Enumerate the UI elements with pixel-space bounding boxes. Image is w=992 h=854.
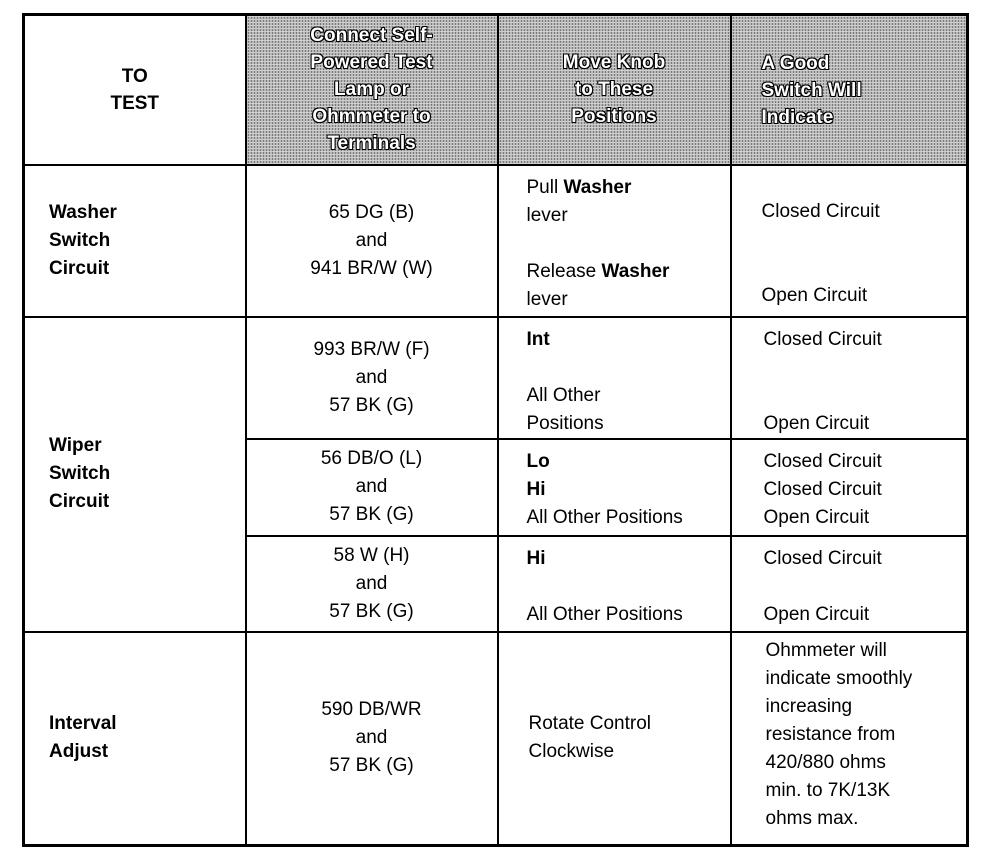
interval-test-label [24, 632, 246, 846]
indication-line: ohms max. [765, 807, 859, 829]
terminal-line: 590 DB/WR [321, 699, 422, 721]
header-indicate [731, 15, 968, 165]
switch-test-table [22, 13, 969, 847]
position-line: lever [526, 204, 568, 226]
indication-line: Closed Circuit [763, 450, 882, 472]
header-text: Ohmmeter to [312, 106, 431, 128]
terminal-line: 57 BK (G) [329, 504, 414, 525]
wiper-test-label [24, 317, 246, 632]
terminal-line: and [355, 366, 388, 388]
header-text: Move Knob [562, 52, 666, 74]
terminal-line: and [355, 727, 388, 749]
indication-line: resistance from [765, 723, 896, 745]
header-text: TEST [110, 92, 160, 114]
wiper-3-positions [498, 536, 731, 632]
interval-row [24, 632, 968, 846]
indication-line: Closed Circuit [761, 200, 880, 222]
position-line: All Other [526, 384, 601, 406]
header-text: to These [574, 79, 654, 101]
position-bold: Washer [563, 176, 632, 198]
header-text: Powered Test [310, 52, 433, 74]
position-line [527, 174, 724, 202]
header-text: Lamp or [334, 79, 409, 101]
position-text: Release [526, 260, 602, 282]
header-text: Terminals [327, 133, 416, 155]
header-text: Connect Self- [310, 25, 433, 47]
test-label-line: Adjust [49, 741, 109, 763]
position-text: Pull [526, 176, 564, 198]
washer-row [24, 165, 968, 317]
position-line: Clockwise [528, 741, 615, 763]
test-label-line: Switch [49, 229, 111, 251]
interval-terminals [246, 632, 498, 846]
header-terminals [246, 15, 498, 165]
terminal-line: 56 DB/O (L) [320, 448, 423, 469]
indication-line: Closed Circuit [763, 547, 882, 569]
washer-indication [731, 165, 968, 317]
position-line: All Other Positions [526, 603, 683, 625]
terminal-line: and [355, 229, 388, 251]
indication-line: Closed Circuit [763, 328, 882, 350]
test-label-line: Interval [49, 713, 117, 735]
header-positions [498, 15, 731, 165]
wiper-1-positions [498, 317, 731, 439]
indication-line: 420/880 ohms [765, 751, 886, 773]
wiper-1-terminals [246, 317, 498, 439]
header-row [24, 15, 968, 165]
terminal-line: 57 BK (G) [329, 600, 414, 622]
indication-line: min. to 7K/13K [765, 779, 891, 801]
wiper-2-indication [731, 439, 968, 536]
position-bold: Int [526, 328, 550, 350]
position-line [527, 258, 724, 286]
indication-line: increasing [765, 695, 853, 717]
position-bold: Hi [526, 547, 546, 569]
header-text: A Good [761, 53, 830, 74]
interval-positions [498, 632, 731, 846]
test-label-line: Switch [49, 463, 111, 484]
terminal-line: 57 BK (G) [329, 755, 414, 777]
wiper-3-indication [731, 536, 968, 632]
interval-indication [731, 632, 968, 846]
wiper-1-indication [731, 317, 968, 439]
indication-line: Open Circuit [763, 412, 870, 434]
wiper-row-1 [24, 317, 968, 439]
indication-line: indicate smoothly [765, 667, 913, 689]
test-label-line: Circuit [49, 491, 110, 512]
test-label-line: Wiper [49, 435, 102, 456]
washer-positions [498, 165, 731, 317]
header-text: Positions [571, 106, 657, 128]
washer-test-label [24, 165, 246, 317]
header-text: Switch Will [761, 80, 862, 101]
position-line: Rotate Control [528, 713, 652, 735]
test-label-line: Washer [49, 201, 117, 223]
position-line: Positions [526, 412, 604, 434]
terminal-line: 57 BK (G) [329, 394, 414, 416]
position-bold: Lo [526, 450, 550, 472]
terminal-line: 58 W (H) [333, 544, 410, 566]
indication-line: Open Circuit [761, 284, 868, 306]
indication-line: Open Circuit [763, 506, 870, 528]
position-line: All Other Positions [526, 506, 683, 528]
position-bold: Washer [601, 260, 670, 282]
terminal-line: 993 BR/W (F) [313, 338, 430, 360]
header-text: TO [121, 65, 148, 87]
indication-line: Open Circuit [763, 603, 870, 625]
wiper-3-terminals [246, 536, 498, 632]
terminal-line: and [355, 476, 388, 497]
wiper-2-terminals [246, 439, 498, 536]
position-line: lever [526, 288, 568, 310]
wiper-2-positions [498, 439, 731, 536]
position-bold: Hi [526, 478, 546, 500]
terminal-line: and [355, 572, 388, 594]
indication-line: Ohmmeter will [765, 639, 887, 661]
header-to-test [24, 15, 246, 165]
indication-line: Closed Circuit [763, 478, 882, 500]
test-label-line: Circuit [49, 257, 110, 279]
terminal-line: 65 DG (B) [328, 201, 415, 223]
header-text: Indicate [761, 107, 834, 128]
terminal-line: 941 BR/W (W) [310, 257, 433, 279]
washer-terminals [246, 165, 498, 317]
